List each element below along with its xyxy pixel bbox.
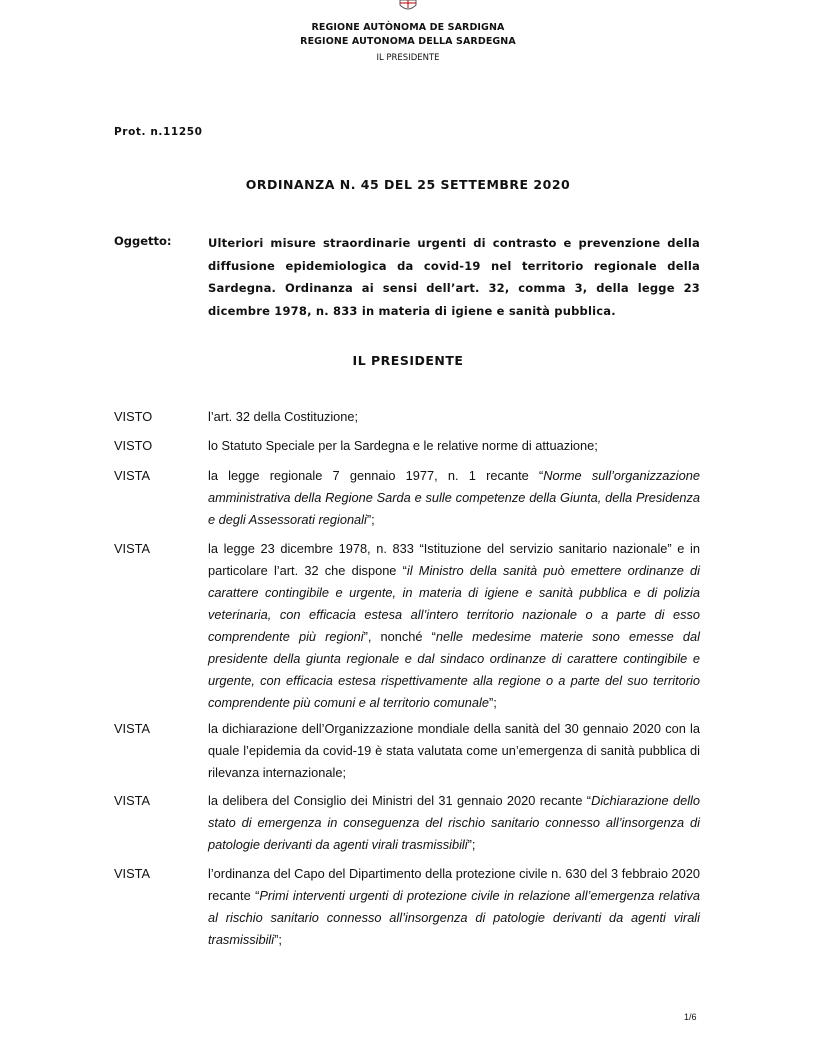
header-region-sardinian: REGIONE AUTÒNOMA DE SARDIGNA <box>311 22 505 33</box>
clause-text: la delibera del Consiglio dei Ministri del 31 gennaio 2020 recante “Dichiarazione dello stato di emergenza in conseguenza del rischio sanitario connesso all’insorgenza di patologie derivanti da agenti virali trasmissibili”; <box>208 793 701 852</box>
clause-label: VISTA <box>114 468 151 483</box>
clause-label: VISTA <box>114 793 151 808</box>
document-title: ORDINANZA N. 45 DEL 25 SETTEMBRE 2020 <box>245 177 571 192</box>
header-office: IL PRESIDENTE <box>376 53 440 63</box>
clause-text: l’art. 32 della Costituzione; <box>208 409 359 424</box>
clause-text: l’ordinanza del Capo del Dipartimento della protezione civile n. 630 del 3 febbraio 2020 recante “Primi interventi urgenti di protezione civile in relazione all’emergenza relativa al rischio sanitario connesso all’insorgenza di patologie derivanti da agenti virali trasmissibili”; <box>208 866 700 947</box>
subject-text: Ulteriori misure straordinarie urgenti di contrasto e prevenzione della diffusione epidemiologica da covid-19 nel territorio regionale della Sardegna. Ordinanza ai sensi dell’art. 32, comma 3, della legge 23 dicembre 1978, n. 833 in materia di igiene e sanità pubblica. <box>208 236 700 318</box>
coat-of-arms-icon <box>397 0 419 12</box>
clause-label: VISTA <box>114 541 151 556</box>
clause-text: la legge regionale 7 gennaio 1977, n. 1 recante “Norme sull’organizzazione amministrativa della Regione Sarda e sulle competenze della Giunta, della Presidenza e degli Assessorati regionali”; <box>208 468 700 527</box>
clause-label: VISTA <box>114 866 151 881</box>
clause-label: VISTO <box>114 438 153 453</box>
subject-label: Oggetto: <box>114 234 172 248</box>
president-heading: IL PRESIDENTE <box>352 353 464 368</box>
clause-text: la dichiarazione dell’Organizzazione mondiale della sanità del 30 gennaio 2020 con la quale l’epidemia da covid-19 è stata valutata come un’emergenza di sanità pubblica di rilevanza internazionale; <box>208 721 700 780</box>
header-region-italian: REGIONE AUTONOMA DELLA SARDEGNA <box>300 36 516 47</box>
page-number: 1/6 <box>684 1012 697 1022</box>
clause-text: lo Statuto Speciale per la Sardegna e le relative norme di attuazione; <box>208 438 598 453</box>
clause-label: VISTA <box>114 721 151 736</box>
clause-text: la legge 23 dicembre 1978, n. 833 “Istituzione del servizio sanitario nazionale” e in particolare l’art. 32 che dispone “il Ministro della sanità può emettere ordinanze di carattere contingibile e urgente, in materia di igiene e sanità pubblica e di polizia veterinaria, con efficacia estesa all’intero territorio nazionale o a parte di esso comprendente più regioni”, nonché “nelle medesime materie sono emesse dal presidente della giunta regionale e dal sindaco ordinanze di carattere contingibile e urgente, con efficacia estesa rispettivamente alla regione o a parte del suo territorio comprendente più comuni e al territorio comunale”; <box>208 541 700 710</box>
protocol-number: Prot. n.11250 <box>114 126 203 138</box>
clause-label: VISTO <box>114 409 153 424</box>
